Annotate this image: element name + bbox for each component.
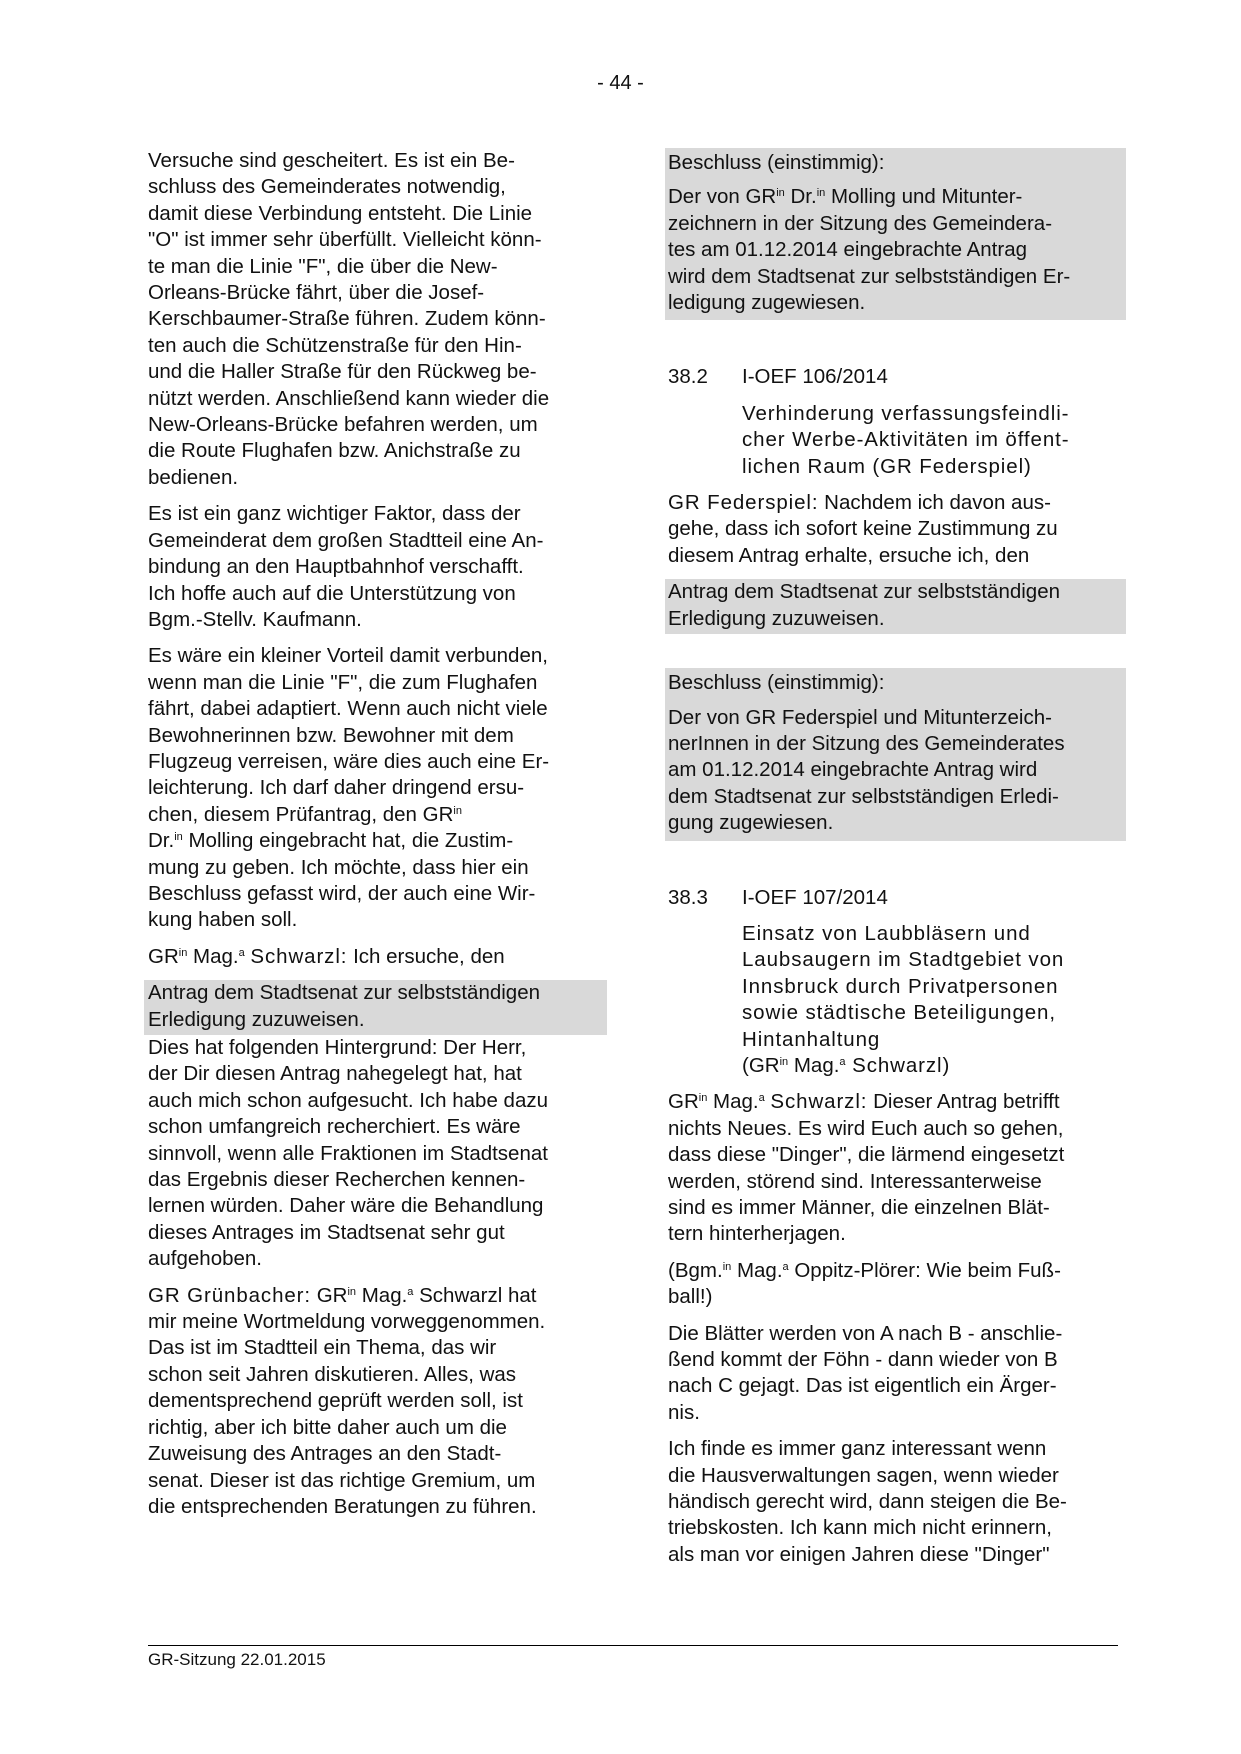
text-line: dementsprechend geprüft werden soll, ist [148, 1389, 523, 1413]
text-line: Versuche sind gescheitert. Es ist ein Be- [148, 149, 515, 172]
text-line: die Route Flughafen bzw. Anichstraße zu [148, 439, 521, 463]
text-line: Hintanhaltung [742, 1027, 881, 1051]
text-segment: Dr. [148, 829, 175, 853]
text-line: Es wäre ein kleiner Vorteil damit verbunden, [148, 644, 548, 668]
text-line: kung haben soll. [148, 908, 298, 932]
text-line: nützt werden. Anschließend kann wieder die [148, 386, 550, 410]
text-segment: GR [311, 1283, 348, 1307]
text-line: der Dir diesen Antrag nahegelegt hat, hat [148, 1062, 522, 1086]
text-segment: Mag. [707, 1090, 759, 1114]
text-line: Erledigung zuzuweisen. [148, 1007, 365, 1031]
text-line: nis. [668, 1400, 700, 1424]
item-code: I-OEF 106/2014 [742, 365, 888, 389]
text-line: gehe, dass ich sofort keine Zustimmung zu [668, 517, 1058, 541]
text-segment: Schwarzl) [845, 1053, 951, 1077]
right-column [668, 148, 1123, 1578]
text-line: Der von GR Federspiel und Mitunterzeich- [668, 705, 1052, 729]
text-line: wird dem Stadtsenat zur selbstständigen Er- [668, 264, 1071, 288]
text-line: händisch gerecht wird, dann steigen die Be- [668, 1490, 1067, 1514]
superscript: a [407, 1285, 414, 1298]
text-line: schluss des Gemeinderates notwendig, [148, 175, 506, 199]
paragraph-left-1 [148, 148, 603, 491]
superscript: in [178, 946, 188, 959]
text-line: die entsprechenden Beratungen zu führen. [148, 1494, 537, 1518]
text-segment: Schwarzl hat [413, 1283, 537, 1307]
text-line: Laubsaugern im Stadtgebiet von [742, 948, 1065, 972]
superscript: in [779, 1055, 789, 1068]
text-line: sinnvoll, wenn alle Fraktionen im Stadtsenat [148, 1141, 548, 1165]
resolution-block-1 [665, 148, 1126, 320]
text-line: lichen Raum (GR Federspiel) [742, 454, 1032, 478]
agenda-item-38-3 [668, 885, 1123, 911]
text-line: Die Blätter werden von A nach B - anschlie- [668, 1321, 1063, 1345]
text-line [668, 1090, 1060, 1113]
text-line [148, 1284, 536, 1307]
text-line: werden, störend sind. Interessanterweise [668, 1169, 1042, 1193]
text-line: Einsatz von Laubbläsern und [742, 921, 1031, 945]
text-line: Beschluss gefasst wird, der auch eine Wir- [148, 881, 536, 905]
text-line: cher Werbe-Aktivitäten im öffent- [742, 428, 1070, 452]
paragraph-right-10 [668, 1436, 1123, 1568]
item-number: 38.2 [668, 365, 708, 389]
text-line [148, 829, 513, 852]
text-line: bedienen. [148, 465, 239, 489]
text-line [668, 185, 1022, 208]
paragraph-interjection [668, 1258, 1123, 1311]
paragraph-left-6 [148, 1283, 603, 1521]
paragraph-schwarzl [668, 1089, 1123, 1247]
text-line: senat. Dieser ist das richtige Gremium, um [148, 1468, 536, 1492]
text-segment: Oppitz-Plörer: Wie beim Fuß- [788, 1258, 1061, 1282]
text-line: Dies hat folgenden Hintergrund: Der Herr, [148, 1036, 527, 1059]
resolution-heading: Beschluss (einstimmig): [668, 151, 885, 174]
superscript: a [238, 946, 245, 959]
text-line: mung zu geben. Ich möchte, dass hier ein [148, 855, 529, 879]
text-line: das Ergebnis dieser Recherchen kennen- [148, 1168, 526, 1192]
text-line: "O" ist immer sehr überfüllt. Vielleicht könn- [148, 228, 542, 252]
text-line: New-Orleans-Brücke befahren werden, um [148, 413, 538, 437]
text-line: Antrag dem Stadtsenat zur selbstständigen [148, 981, 541, 1005]
item-title [668, 921, 1123, 1079]
resolution-heading: Beschluss (einstimmig): [668, 671, 885, 695]
text-segment: Der von GR [668, 185, 777, 209]
superscript: in [174, 831, 183, 844]
text-line: bindung an den Hauptbahnhof verschafft. [148, 555, 524, 579]
agenda-item-38-2 [668, 364, 1123, 390]
text-line: sind es immer Männer, die einzelnen Blät- [668, 1196, 1050, 1219]
text-line: Kerschbaumer-Straße führen. Zudem könn- [148, 307, 546, 331]
text-line: dem Stadtsenat zur selbstständigen Erledi- [668, 784, 1059, 808]
text-line: Das ist im Stadtteil ein Thema, das wir [148, 1336, 497, 1360]
text-line: wenn man die Linie "F", die zum Flughafen [148, 670, 538, 694]
text-line: ßend kommt der Föhn - dann wieder von B [668, 1348, 1058, 1372]
speaker-name: GR Grünbacher: [148, 1283, 311, 1307]
item-title [668, 401, 1123, 480]
text-segment: Nachdem ich davon aus- [818, 491, 1051, 515]
text-line: Orleans-Brücke fährt, über die Josef- [148, 281, 485, 305]
text-line: Flugzeug verreisen, wäre dies auch eine Er- [148, 749, 550, 773]
text-line: Es ist ein ganz wichtiger Faktor, dass der [148, 502, 521, 526]
superscript: a [839, 1055, 846, 1068]
superscript: in [776, 187, 785, 200]
text-line: nichts Neues. Es wird Euch auch so gehen, [668, 1116, 1064, 1140]
text-segment: (GR [742, 1053, 780, 1077]
speaker-name: Schwarzl: [250, 944, 348, 968]
text-line: Zuweisung des Antrages an den Stadt- [148, 1442, 502, 1466]
text-line: schon umfangreich recherchiert. Es wäre [148, 1115, 521, 1139]
superscript: in [816, 187, 826, 200]
text-line: tern hinterherjagen. [668, 1222, 846, 1246]
text-line: fährt, dabei adaptiert. Wenn auch nicht viele [148, 697, 548, 721]
text-line: sowie städtische Beteiligungen, [742, 1001, 1056, 1025]
paragraph-left-5 [148, 1035, 603, 1273]
text-line: Innsbruck durch Privatpersonen [742, 974, 1059, 998]
text-line: als man vor einigen Jahren diese "Dinger" [668, 1542, 1050, 1566]
text-line: tes am 01.12.2014 eingebrachte Antrag [668, 238, 1028, 262]
text-line: gung zugewiesen. [668, 811, 834, 835]
text-segment: GR [668, 1090, 699, 1114]
text-segment: Ich ersuche, den [347, 944, 505, 968]
text-line: Erledigung zuzuweisen. [668, 606, 885, 630]
text-segment: Mag. [356, 1283, 408, 1307]
text-line: lernen würden. Daher wäre die Behandlung [148, 1194, 544, 1218]
paragraph-left-3 [148, 643, 603, 933]
paragraph-left-2 [148, 501, 603, 633]
left-column [148, 148, 603, 1530]
superscript: in [347, 1285, 357, 1298]
text-line: leichterung. Ich darf daher dringend ersu- [148, 776, 525, 800]
text-line: dieses Antrages im Stadtsenat sehr gut [148, 1220, 505, 1244]
paragraph-left-4 [148, 944, 603, 970]
text-line: Antrag dem Stadtsenat zur selbstständigen [668, 580, 1061, 604]
text-line: diesem Antrag erhalte, ersuche ich, den [668, 543, 1030, 567]
text-segment: Molling eingebracht hat, die Zustim- [182, 829, 514, 853]
paragraph-right-9 [668, 1321, 1123, 1427]
text-line [148, 803, 462, 826]
text-line [668, 491, 1051, 514]
text-line: die Hausverwaltungen sagen, wenn wieder [668, 1463, 1059, 1487]
superscript: in [698, 1092, 708, 1105]
text-line: te man die Linie "F", die über die New- [148, 254, 498, 278]
text-line: und die Haller Straße für den Rückweg be- [148, 360, 537, 384]
text-segment: Mag. [788, 1053, 840, 1077]
text-segment: GR [148, 944, 179, 968]
text-line: schon seit Jahren diskutieren. Alles, was [148, 1362, 517, 1386]
text-line: nerInnen in der Sitzung des Gemeinderates [668, 731, 1065, 755]
text-line: ledigung zugewiesen. [668, 291, 866, 315]
motion-box [665, 579, 1126, 634]
superscript: a [758, 1092, 765, 1105]
text-line: ten auch die Schützenstraße für den Hin- [148, 333, 522, 357]
text-segment: Dr. [784, 185, 817, 209]
text-segment: Mag. [731, 1258, 783, 1282]
text-line: triebskosten. Ich kann mich nicht erinnern, [668, 1516, 1052, 1540]
superscript: a [782, 1260, 789, 1273]
text-line: aufgehoben. [148, 1247, 263, 1271]
item-code: I-OEF 107/2014 [742, 885, 888, 909]
text-line [668, 1259, 1061, 1282]
footer-text: GR-Sitzung 22.01.2015 [148, 1650, 326, 1669]
text-line [148, 945, 505, 968]
text-segment: Dieser Antrag betrifft [867, 1090, 1060, 1114]
speaker-name: GR Federspiel: [668, 491, 819, 515]
text-line: Gemeinderat dem großen Stadtteil eine An- [148, 528, 544, 552]
speaker-name: Schwarzl: [770, 1090, 868, 1114]
text-line: Ich hoffe auch auf die Unterstützung von [148, 581, 516, 605]
superscript: in [453, 804, 462, 817]
text-segment: (Bgm. [668, 1258, 723, 1282]
text-line: Bewohnerinnen bzw. Bewohner mit dem [148, 723, 514, 747]
superscript: in [722, 1260, 732, 1273]
text-segment: Mag. [187, 944, 239, 968]
paragraph-federspiel [668, 490, 1123, 569]
motion-box [144, 980, 607, 1035]
footer-divider [148, 1645, 1118, 1646]
text-line: auch mich schon aufgesucht. Ich habe dazu [148, 1088, 549, 1112]
text-line: nach C gejagt. Das ist eigentlich ein Ärger- [668, 1374, 1057, 1398]
resolution-block-2 [665, 668, 1126, 840]
text-line: Bgm.-Stellv. Kaufmann. [148, 607, 362, 631]
text-line: zeichnern in der Sitzung des Gemeindera- [668, 211, 1053, 235]
text-line: damit diese Verbindung entsteht. Die Linie [148, 201, 533, 225]
text-segment: chen, diesem Prüfantrag, den GR [148, 802, 454, 826]
text-line: ball!) [668, 1285, 713, 1309]
text-line [742, 1054, 950, 1077]
text-line: Ich finde es immer ganz interessant wenn [668, 1437, 1047, 1461]
item-number: 38.3 [668, 885, 708, 909]
text-segment: Molling und Mitunter- [825, 185, 1023, 209]
text-line: am 01.12.2014 eingebrachte Antrag wird [668, 758, 1038, 782]
text-line: Verhinderung verfassungsfeindli- [742, 401, 1070, 425]
text-line: richtig, aber ich bitte daher auch um die [148, 1415, 507, 1439]
text-line: mir meine Wortmeldung vorweggenommen. [148, 1310, 546, 1334]
text-line: dass diese "Dinger", die lärmend eingesetzt [668, 1143, 1065, 1167]
page-number: - 44 - [597, 72, 644, 94]
